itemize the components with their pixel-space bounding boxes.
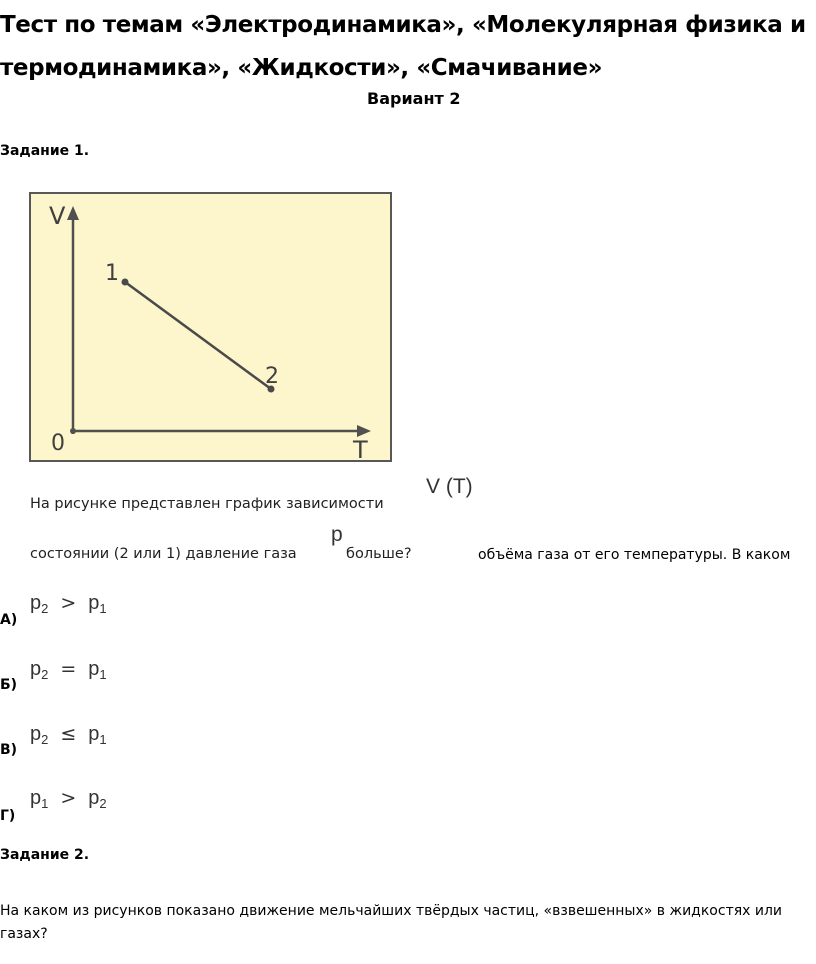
answer-b-formula: $p_2 = p_1$ <box>30 658 107 682</box>
variant-heading: Вариант 2 <box>367 89 461 108</box>
formula-v-of-t: V (T) <box>426 475 473 498</box>
formula-p: p <box>331 523 343 546</box>
answer-v-letter: В) <box>0 742 18 758</box>
origin-label: 0 <box>51 431 65 456</box>
task2-label: Задание 2. <box>0 847 90 863</box>
answer-a-letter: А) <box>0 612 18 628</box>
task1-text-line1: На рисунке представлен график зависимости <box>30 496 384 512</box>
point-1-label: 1 <box>105 261 119 286</box>
y-axis-label: V <box>49 202 66 230</box>
answer-g-letter: Г) <box>0 808 16 824</box>
document-title: Тест по темам «Электродинамика», «Молекулярная физика и термодинамика», «Жидкости», «Смачивание» <box>0 12 806 81</box>
answer-a-formula: $p_2 > p_1$ <box>30 592 107 616</box>
answer-b-letter: Б) <box>0 677 18 693</box>
answer-g-formula: $p_1 > p_2$ <box>30 787 107 811</box>
origin-dot <box>70 428 76 434</box>
task1-text-line2-part2: больше? <box>346 546 412 562</box>
task1-text-line2-part1: состоянии (2 или 1) давление газа <box>30 546 297 562</box>
task1-text-right: объёма газа от его температуры. В каком <box>478 547 791 563</box>
vt-graph-svg <box>31 194 394 464</box>
point-1-dot <box>122 279 129 286</box>
y-axis-arrow <box>67 206 79 220</box>
process-line <box>125 282 271 389</box>
answer-v-formula: $p_2 \le p_1$ <box>30 723 107 747</box>
x-axis-label: T <box>353 436 368 464</box>
point-2-label: 2 <box>265 364 279 389</box>
vt-graph <box>29 192 392 462</box>
task2-question: На каком из рисунков показано движение мельчайших твёрдых частиц, «взвешенных» в жидкостях или газах? <box>0 903 783 942</box>
task1-label: Задание 1. <box>0 143 90 159</box>
